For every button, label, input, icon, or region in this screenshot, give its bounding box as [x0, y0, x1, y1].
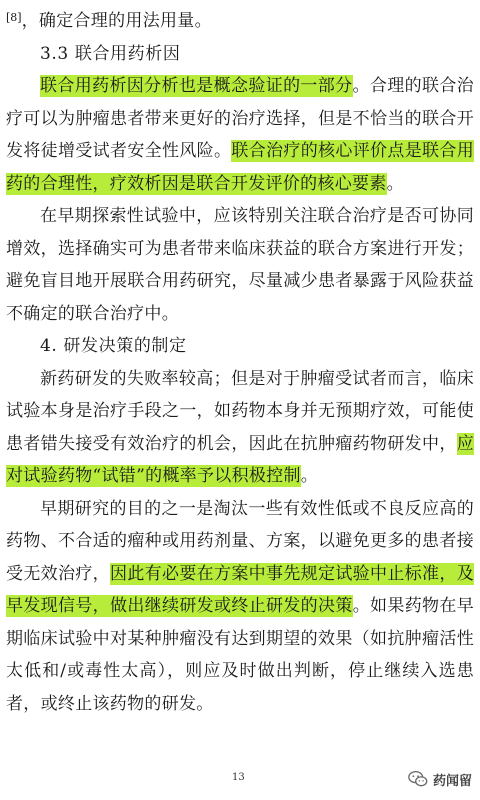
page-number: 13	[232, 772, 245, 783]
highlighted-text: 应对试验药物“试错”的概率予以积极控制	[6, 433, 474, 486]
paragraph-reference-end	[6, 2, 474, 38]
paragraph-failure-rate	[6, 363, 474, 493]
paragraph-text: 早期研究的目的之一是淘汰一些有效性低或不良反应高的药物、不合适的瘤种或用药剂量、方案，以避免更多的患者接受无效治疗，	[6, 498, 474, 584]
wechat-icon	[407, 768, 429, 790]
watermark-text: 药闻留	[432, 773, 472, 789]
paragraph-text: 。如果药物在早期临床试验中对某种肿瘤没有达到期望的效果（如抗肿瘤活性太低和/或毒性太高），则应及时做出判断，停止继续入选患者，或终止该药物的研发。	[6, 596, 474, 714]
paragraph-text: 。	[386, 173, 404, 194]
highlighted-text: 联合用药析因分析也是概念验证的一部分	[40, 76, 353, 96]
account-watermark	[407, 768, 472, 790]
section-heading-3-3: 3.3 联合用药析因	[40, 43, 181, 64]
paragraph-text: 新药研发的失败率较高；但是对于肿瘤受试者而言，临床试验本身是治疗手段之一，如药物本身并无预期疗效，可能使患者错失接受有效治疗的机会，因此在抗肿瘤药物研发中，	[6, 368, 474, 454]
page-footer	[0, 772, 480, 794]
highlighted-text: 因此有必要在方案中事先规定试验中止标准，及早发现信号，做出继续研发或终止研发的决策	[6, 563, 474, 616]
section-heading-4: 4. 研发决策的制定	[40, 336, 187, 356]
paragraph-text: 。合理的联合治疗可以为肿瘤患者带来更好的治疗选择，但是不恰当的联合开发将徒增受试者安全性风险。	[6, 76, 474, 161]
highlighted-text: 联合治疗的核心评价点是联合用药的合理性，疗效析因是联合开发评价的核心要素	[6, 141, 475, 194]
paragraph-text: 。	[300, 466, 319, 486]
paragraph-text: ，确定合理的用法用量。	[21, 11, 212, 31]
paragraph-early-exploration: 在早期探索性试验中，应该特别关注联合治疗是否可协同增效，选择确实可为患者带来临床获益的联合方案进行开发；避免盲目地开展联合用药研究，尽量减少患者暴露于风险获益不确定的联合治疗中。	[6, 206, 474, 324]
paragraph-early-research-goal	[6, 493, 474, 721]
paragraph-combination-analysis	[6, 70, 474, 200]
document-body	[6, 2, 474, 720]
citation-reference: [8]	[6, 11, 22, 24]
